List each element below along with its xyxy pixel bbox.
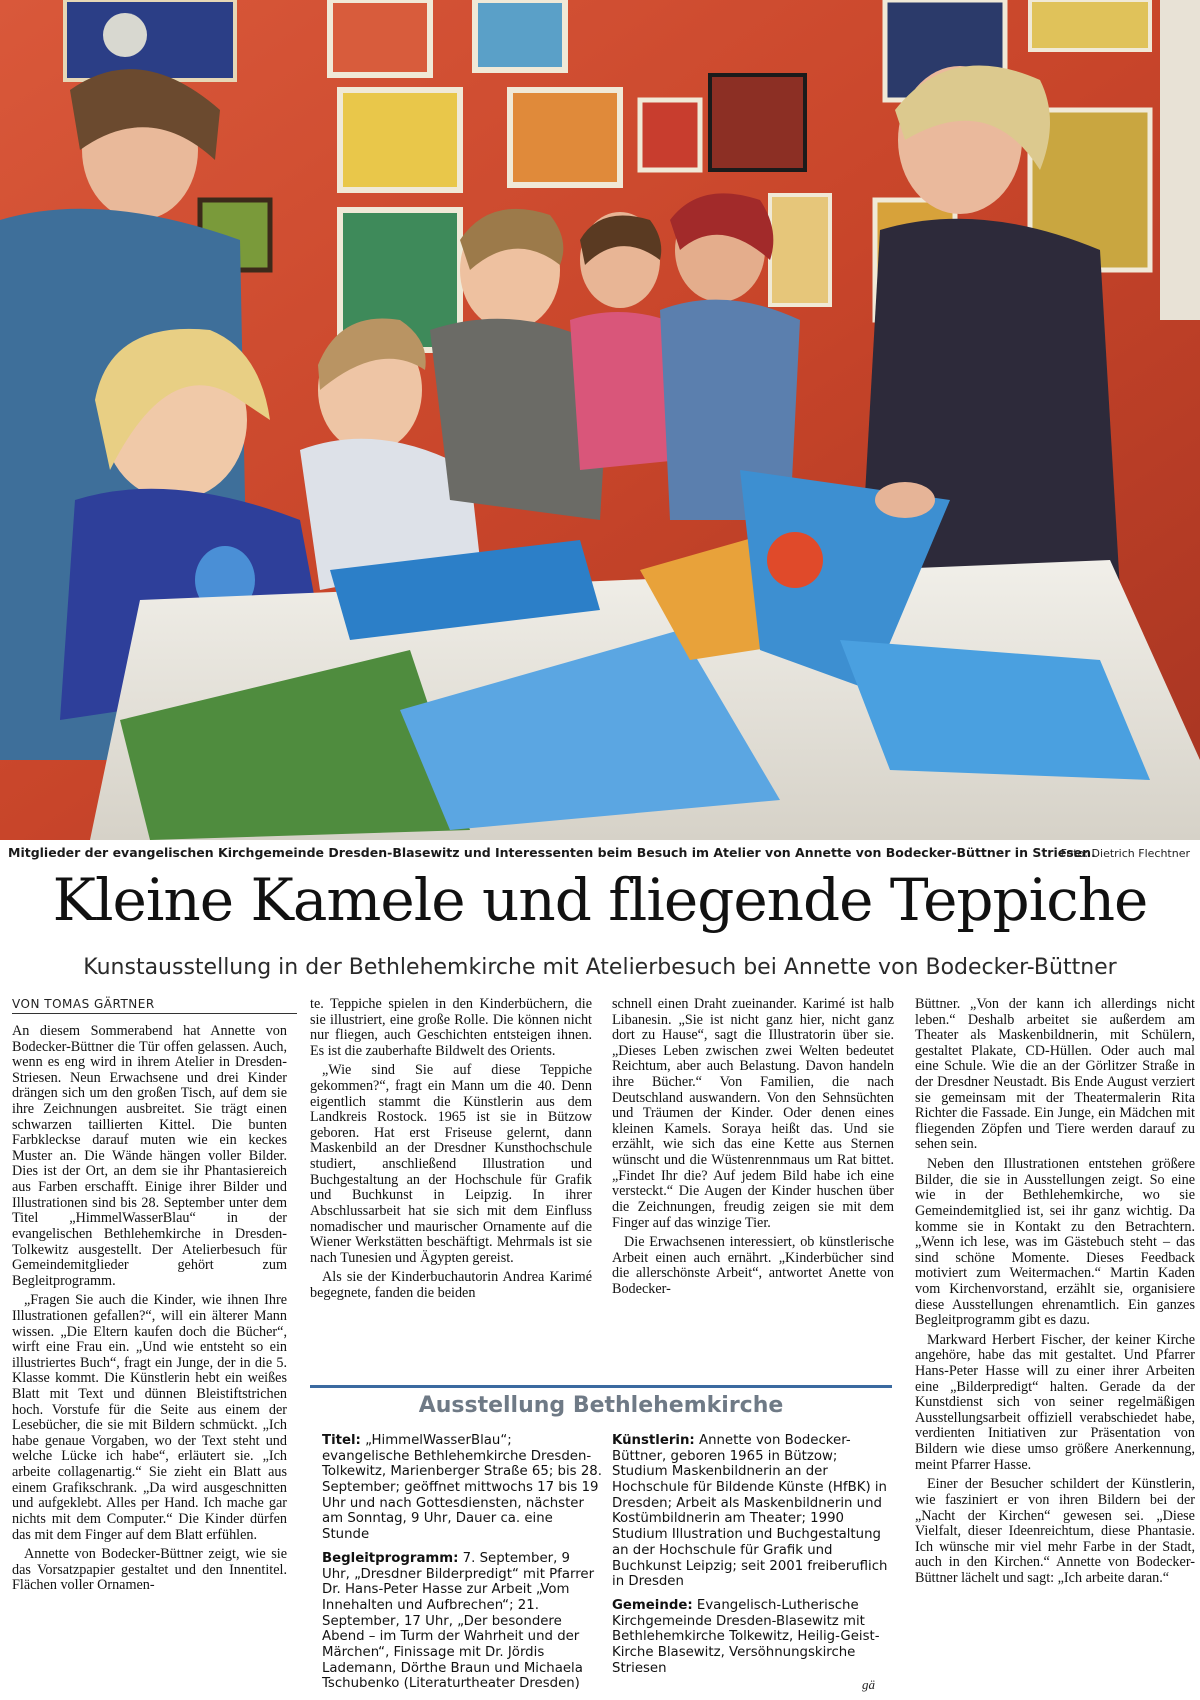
author-mark: gä xyxy=(862,1677,875,1692)
infobox-title: Ausstellung Bethlehemkirche xyxy=(418,1393,784,1418)
atelier-photo-illustration xyxy=(0,0,1200,840)
info-item-parish xyxy=(612,1598,892,1676)
info-label: Künstlerin: xyxy=(612,1433,695,1448)
paragraph: „Wie sind Sie auf diese Teppiche gekommen?“, fragt ein Mann um die 40. Denn eigentlich stammt die Künstlerin aus dem Landkreis Rostock. 1965 ist sie in Bützow geboren. Hat erst Friseuse gelernt, dann Maskenbild an der Dresdner Kunsthochschule studiert, anschließend Illustration und Buchgestaltung an der Hochschule für Grafik und Buchkunst in Leipzig. In ihrer Abschlussarbeit hat sie sich mit dem Einfluss nomadischer und maurischer Ornamente auf die Wiener Werkstätten beschäftigt. Mehrmals ist sie nach Tunesien und Ägypten gereist. xyxy=(310,1062,592,1266)
paragraph: Markward Herbert Fischer, der keiner Kirche angehöre, habe das mit gestaltet. Und Pfarrer Hans-Peter Hasse will zu einer ihrer Arbeiten eine „Bilderpredigt“ halten. Gerade da der Kunstdienst sich von seiner regelmäßigen Ausstellungsarbeit offiziell verabschiedet habe, verdienten Initiativen zur Präsentation von Bildern wie diese umso größere Anerkennung, meint Pfarrer Hasse. xyxy=(915,1331,1195,1473)
info-label: Begleitprogramm: xyxy=(322,1550,459,1566)
photo-credit: Foto: Dietrich Flechtner xyxy=(1060,847,1190,860)
info-text: Evangelisch-Lutherische Kirchgemeinde Dresden-Blasewitz mit Bethlehemkirche Tolkewitz, Heilig-Geist-Kirche Blasewitz, Versöhnungskirche Striesen xyxy=(612,1597,880,1676)
photo-caption: Mitglieder der evangelischen Kirchgemeinde Dresden-Blasewitz und Interessenten beim Besuch im Atelier von Annette von Bodecker-Büttner in Striesen. xyxy=(8,845,1096,860)
info-item-title xyxy=(322,1433,602,1543)
paragraph: Einer der Besucher schildert der Künstlerin, wie fasziniert er von ihren Bildern bei der „Nacht der Kirchen“ gewesen sei. „Diese Vielfalt, dieser Ideenreichtum, diese Phantasie. Ich wünsche mir viel mehr Farbe in der Stadt, auch in den Kirchen.“ Annette von Bodecker-Büttner lächelt und sagt: „Ich arbeite daran.“ xyxy=(915,1476,1195,1586)
article-subline: Kunstausstellung in der Bethlehemkirche mit Atelierbesuch bei Annette von Bodecker-Büttner xyxy=(83,955,1117,980)
exhibition-infobox xyxy=(310,1385,892,1692)
article-headline: Kleine Kamele und fliegende Teppiche xyxy=(52,866,1148,934)
infobox-column-right xyxy=(612,1433,892,1684)
paragraph: Die Erwachsenen interessiert, ob künstlerische Arbeit einen auch ernährt. „Kinderbücher sind die allerschönste Arbeit“, antwortet Anette von Bodecker- xyxy=(612,1234,894,1297)
article-column-2 xyxy=(310,997,592,1306)
paragraph: „Fragen Sie auch die Kinder, wie ihnen Ihre Illustrationen gefallen?“, will ein älterer Mann wissen. „Die Eltern kaufen doch die Bücher“, wirft eine Frau ein. „Und wie entsteht so ein illustriertes Buch“, fragt ein Junge, der in die 5. Klasse kommt. Die Künstlerin hebt ein weißes Blatt mit Text und dünnen Bleistiftstrichen hoch. Vorstufe für die Seite aus einem der Lesebücher, die sie mit Bildern schmückt. „Ich habe genaue Vorgaben, wo der Text steht und welche Lücke ich habe“, erläutert sie. „Ich arbeite collagenartig.“ Sie zieht ein Blatt aus einem Grafikschrank. „Da wird ausgeschnitten und aufgeklebt. Alles per Hand. Ich mache gar nichts mit dem Computer.“ Die Kinder dürfen das mit dem Finger auf dem Blatt erfühlen. xyxy=(12,1292,287,1543)
article-column-3 xyxy=(612,997,894,1302)
article-photo xyxy=(0,0,1200,840)
article-column-1 xyxy=(12,1024,287,1598)
info-text: 7. September, 9 Uhr, „Dresdner Bilderpredigt“ mit Pfarrer Dr. Hans-Peter Hasse zur Arbeit „Vom Innehalten und Aufbrechen“; 21. September, 17 Uhr, „Der besondere Abend – im Turm der Wahrheit und der Märchen“, Finissage mit Dr. Jördis Lademann, Dörthe Braun und Michaela Tschubenko (Literaturtheater Dresden) xyxy=(322,1550,595,1692)
paragraph: te. Teppiche spielen in den Kinderbüchern, die sie illustriert, eine große Rolle. Die können nicht nur fliegen, auch Geschichten entsteigen ihnen. Es ist die zauberhafte Bildwelt des Orients. xyxy=(310,996,592,1059)
info-text: Annette von Bodecker-Büttner, geboren 1965 in Bützow; Studium Maskenbildnerin an der Hochschule für Bildende Künste (HfBK) in Dresden; Arbeit als Maskenbildnerin und Kostümbildnerin am Theater; 1990 Studium Illustration und Buchgestaltung an der Hochschule für Grafik und Buchkunst Leipzig; seit 2001 freiberuflich in Dresden xyxy=(612,1433,888,1590)
infobox-column-left xyxy=(322,1433,602,1700)
info-label: Gemeinde: xyxy=(612,1597,693,1613)
paragraph: An diesem Sommerabend hat Annette von Bodecker-Büttner die Tür offen gelassen. Auch, wenn es eng wird in ihrem Atelier in Dresden-Striesen. Neun Erwachsene und drei Kinder drängen sich um den großen Tisch, auf dem sie ihre Zeichnungen ausbreitet. Sie trägt einen schwarzen taillierten Kittel. Die bunten Farbkleckse darauf muten wie ein keckes Muster an. Die Wände hängen voller Bilder. Dies ist der Ort, an dem sie ihr Phantasiereich aus Farben erschafft. Einige ihrer Bilder und Illustrationen sind bis 28. September unter dem Titel „HimmelWasserBlau“ in der evangelischen Bethlehemkirche in Dresden-Tolkewitz ausgestellt. Der Atelierbesuch für Gemeindemitglieder gehört zum Begleitprogramm. xyxy=(12,1023,287,1289)
paragraph: Büttner. „Von der kann ich allerdings nicht leben.“ Deshalb arbeitet sie außerdem am Theater als Maskenbildnerin, mit Schülern, gestaltet Plakate, CD-Hüllen. Oder auch mal eine Schule. Wie die an der Görlitzer Straße in der Dresdner Neustadt. Bis Ende August verziert sie gemeinsam mit der Theatermalerin Rita Richter die Fassade. Ein Junge, ein Mädchen mit fliegenden Zöpfen und Tiere werden darauf zu sehen sein. xyxy=(915,996,1195,1153)
paragraph: Annette von Bodecker-Büttner zeigt, wie sie das Vorsatzpapier gestaltet und den Innentitel. Flächen voller Ornamen- xyxy=(12,1546,287,1594)
byline: VON TOMAS GÄRTNER xyxy=(12,997,297,1014)
info-item-artist xyxy=(612,1433,892,1590)
infobox-rule xyxy=(310,1385,892,1388)
article-column-4 xyxy=(915,997,1195,1591)
info-item-program xyxy=(322,1551,602,1692)
paragraph: Als sie der Kinderbuchautorin Andrea Karimé begegnete, fanden die beiden xyxy=(310,1269,592,1301)
paragraph: schnell einen Draht zueinander. Karimé ist halb Libanesin. „Sie ist nicht ganz hier, nicht ganz dort zu Hause“, sagt die Illustratorin über sie. „Dieses Leben zwischen zwei Welten bedeutet Reichtum, aber auch Belastung. Davon handeln ihre Bücher.“ Von Familien, die nach Deutschland auswandern. Von den Sehnsüchten und Träumen der Kinder. Oder denen eines kleinen Kamels. Soraya heißt das. Und sie erzählt, wie sich das eine Kette aus Sternen wünscht und die Wüstenrennmaus um Rat bittet. „Findet Ihr die? Auf jedem Bild habe ich eine versteckt.“ Die Augen der Kinder huschen über die Zeichnungen, freudig zeigen sie mit dem Finger auf das winzige Tier. xyxy=(612,996,894,1231)
paragraph: Neben den Illustrationen entstehen größere Bilder, die sie in Ausstellungen zeigt. So eine wie in der Bethlehemkirche, wo sie Gemeindemitglied ist, sei ihr ganz wichtig. Da komme sie in Kontakt zu den Betrachtern. „Wenn ich lese, was im Gästebuch steht – das sind schöne Momente. Dieses Feedback motiviert zum Weitermachen.“ Martin Kaden vom Kirchenvorstand, erzählt sie, organisiere diese Ausstellungen ehrenamtlich. Ein ganzes Begleitprogramm gibt es dazu. xyxy=(915,1156,1195,1329)
info-text: „HimmelWasserBlau“; evangelische Bethlehemkirche Dresden-Tolkewitz, Marienberger Straße 65; bis 28. September; geöffnet mittwochs 17 bis 19 Uhr und nach Gottesdiensten, nächster am Sonntag, 9 Uhr, Dauer ca. eine Stunde xyxy=(322,1433,602,1543)
info-label: Titel: xyxy=(322,1433,361,1448)
